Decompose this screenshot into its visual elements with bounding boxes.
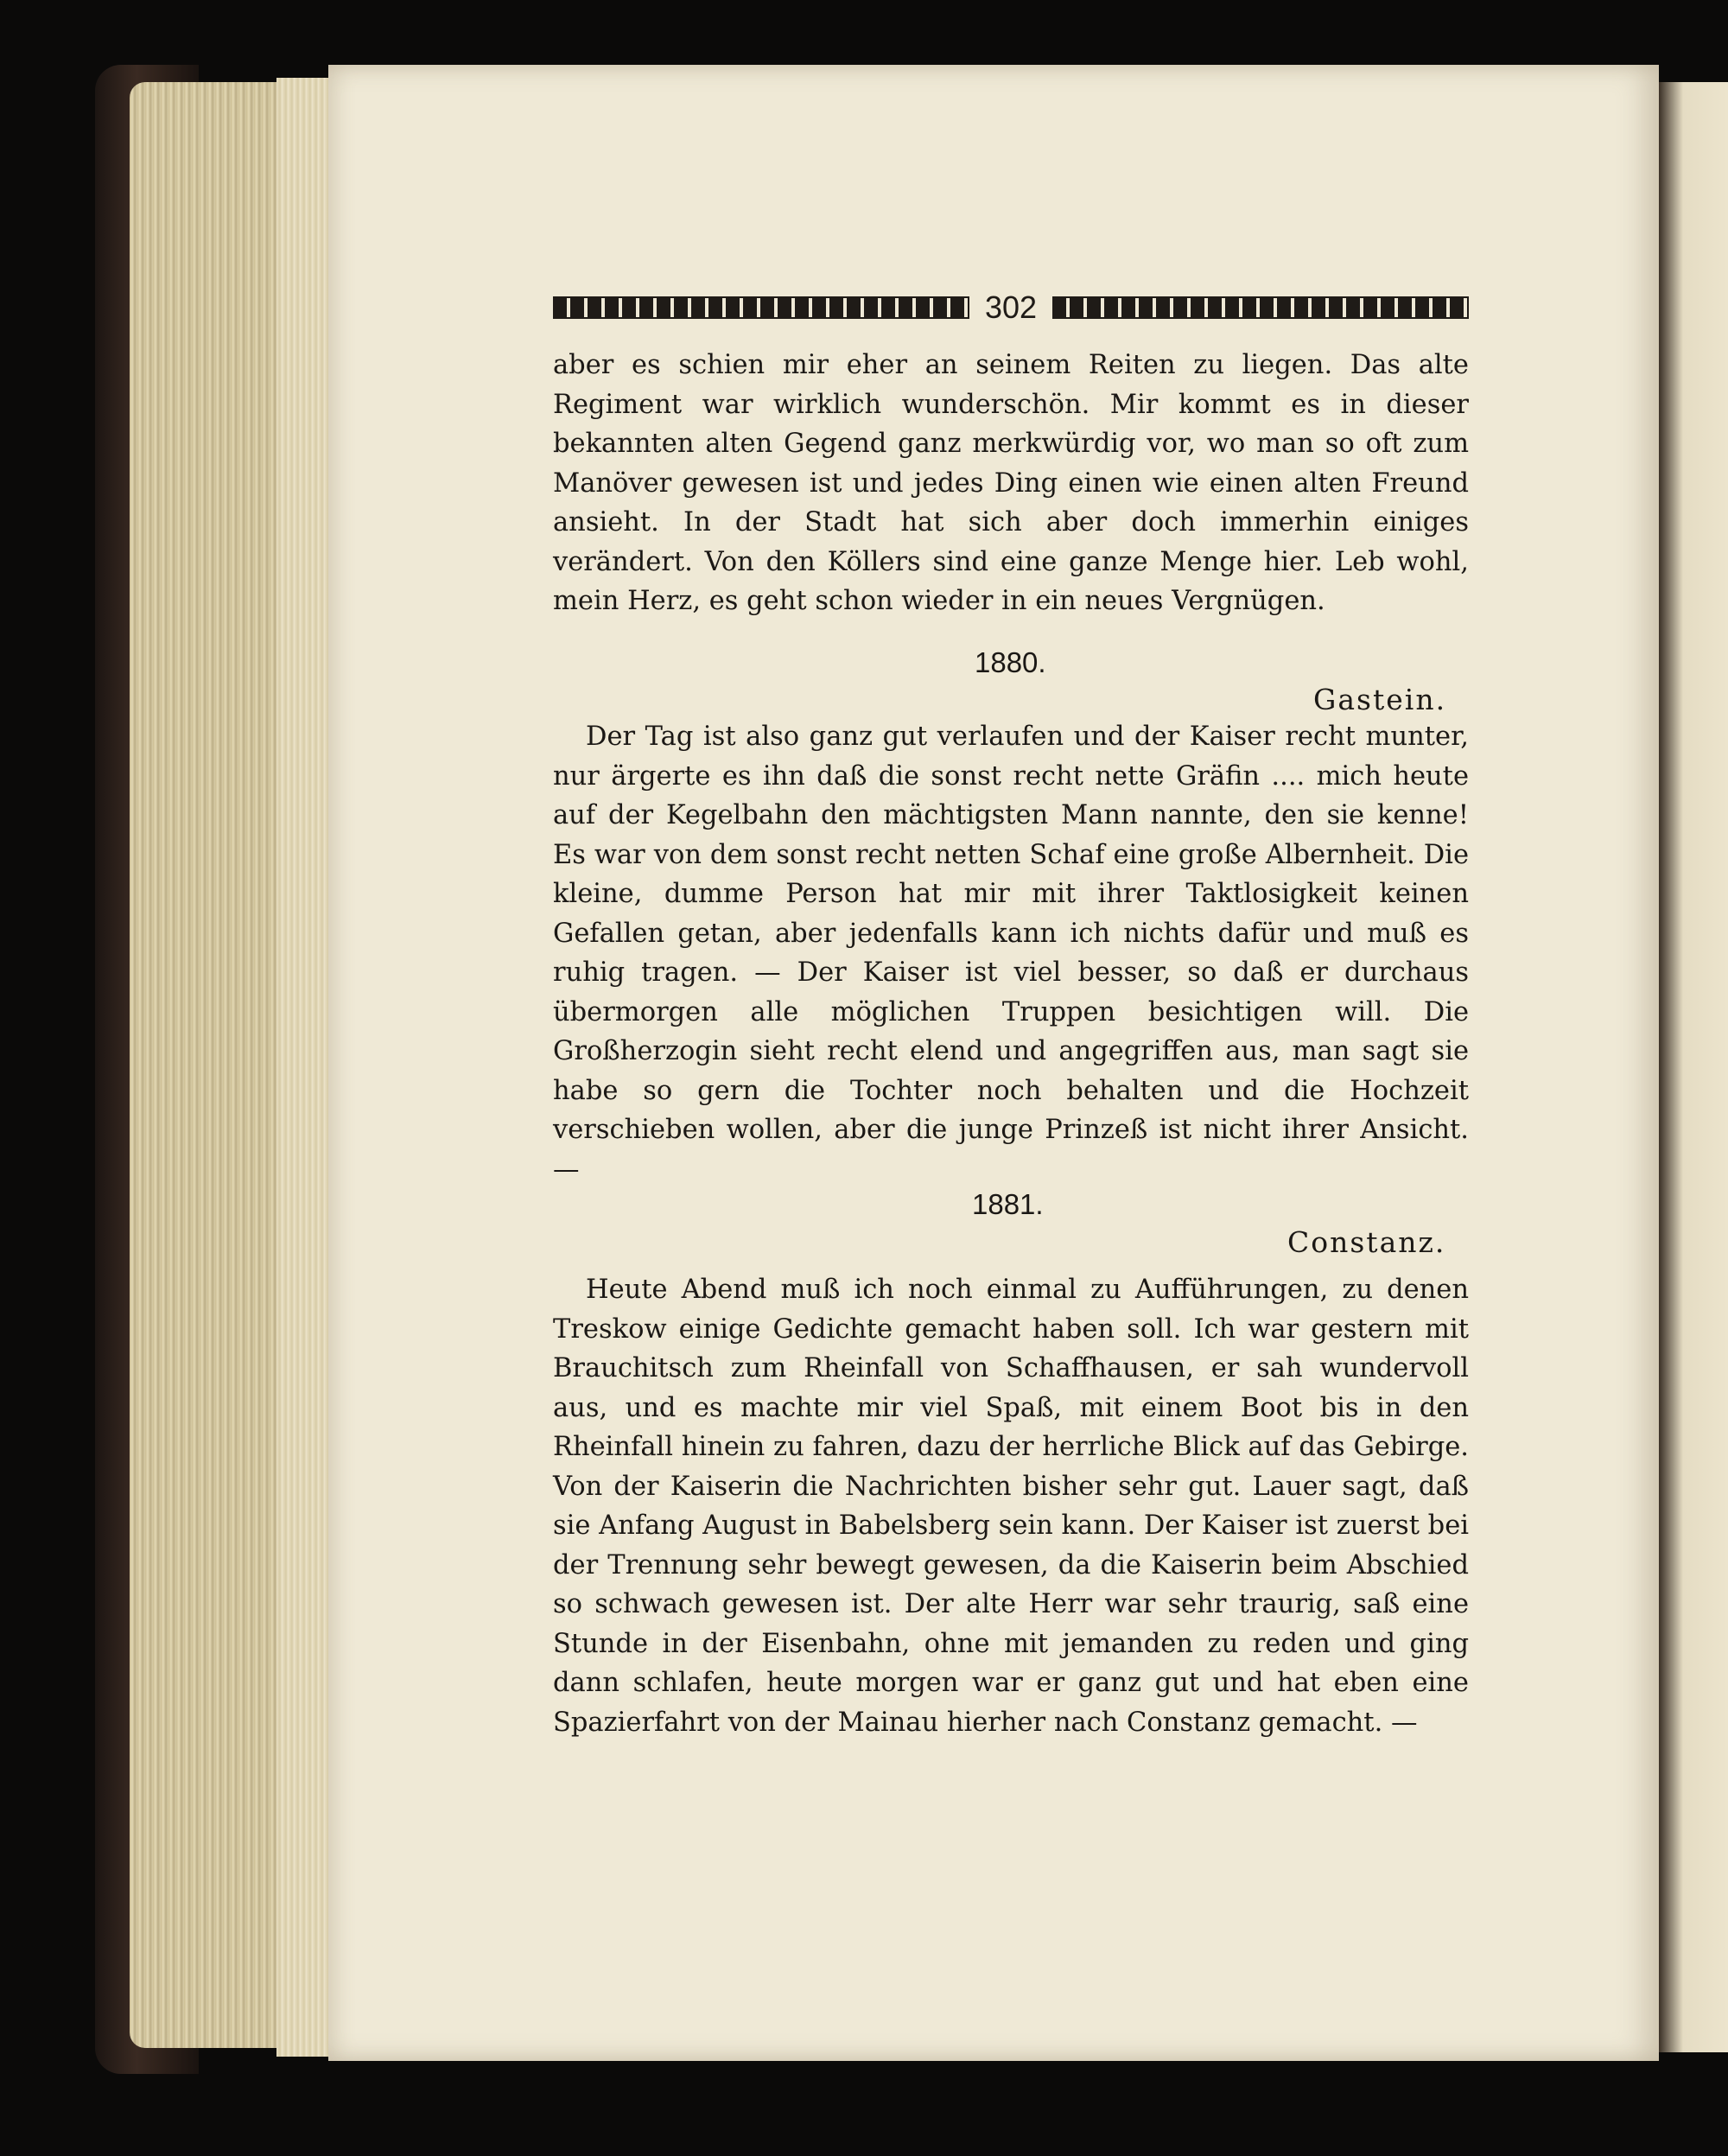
entry-1881-year: 1881. (972, 1188, 1044, 1220)
entry-1880-body (553, 717, 1469, 1189)
entry-1881-body (553, 1270, 1469, 1742)
page-number: 302 (984, 289, 1038, 325)
page-header (553, 289, 1469, 326)
entry-1881-text: Heute Abend muß ich noch einmal zu Aufführungen, zu denen Treskow einige Gedichte gemacht haben soll. Ich war gestern mit Brauchitsch zum Rheinfall von Schaffhausen, er sah wundervoll aus, und es machte mir viel Spaß, mit einem Boot bis in den Rheinfall hinein zu fahren, dazu der herrliche Blick auf das Gebirge. Von der Kaiserin die Nachrichten bisher sehr gut. Lauer sagt, daß sie Anfang August in Babelsberg sein kann. Der Kaiser ist zuerst bei der Trennung sehr bewegt gewesen, da die Kaiserin beim Abschied so schwach gewesen ist. Der alte Herr war sehr traurig, saß eine Stunde in der Eisenbahn, ohne mit jemanden zu reden und ging dann schlafen, heute morgen war er ganz gut und hat eben eine Spazierfahrt von der Mainau hierher nach Constanz gemacht. — (553, 1275, 1469, 1738)
entry-1880-place: Gastein. (1313, 683, 1447, 716)
entry-1881-place: Constanz. (1287, 1225, 1446, 1259)
header-ornament-left (553, 296, 969, 319)
header-ornament-right (1052, 296, 1469, 319)
paragraph-continued (553, 346, 1469, 621)
entry-1880-year: 1880. (975, 646, 1046, 678)
facing-page-edge (1659, 82, 1728, 2052)
entry-1880-text: Der Tag ist also ganz gut verlaufen und der Kaiser recht munter, nur ärgerte es ihn daß die sonst recht nette Gräfin .... mich heute auf der Kegelbahn den mächtigsten Mann nannte, den sie kenne! Es war von dem sonst recht netten Schaf eine große Albernheit. Die kleine, dumme Person hat mir mit ihrer Taktlosigkeit keinen Gefallen getan, aber jedenfalls kann ich nichts dafür und muß es ruhig tragen. — Der Kaiser ist viel besser, so daß er durchaus übermorgen alle möglichen Truppen besichtigen will. Die Großherzogin sieht recht elend und angegriffen aus, man sagt sie habe so gern die Tochter noch behalten und die Hochzeit verschieben wollen, aber die junge Prinzeß ist nicht ihrer Ansicht. — (553, 722, 1469, 1185)
paragraph-1-text: aber es schien mir eher an seinem Reiten zu liegen. Das alte Regiment war wirklich wunderschön. Mir kommt es in dieser bekannten alten Gegend ganz merkwürdig vor, wo man so oft zum Manöver gewesen ist und jedes Ding einen wie einen alten Freund ansieht. In der Stadt hat sich aber doch immerhin einiges verändert. Von den Köllers sind eine ganze Menge hier. Leb wohl, mein Herz, es geht schon wieder in ein neues Vergnügen. (553, 350, 1469, 616)
